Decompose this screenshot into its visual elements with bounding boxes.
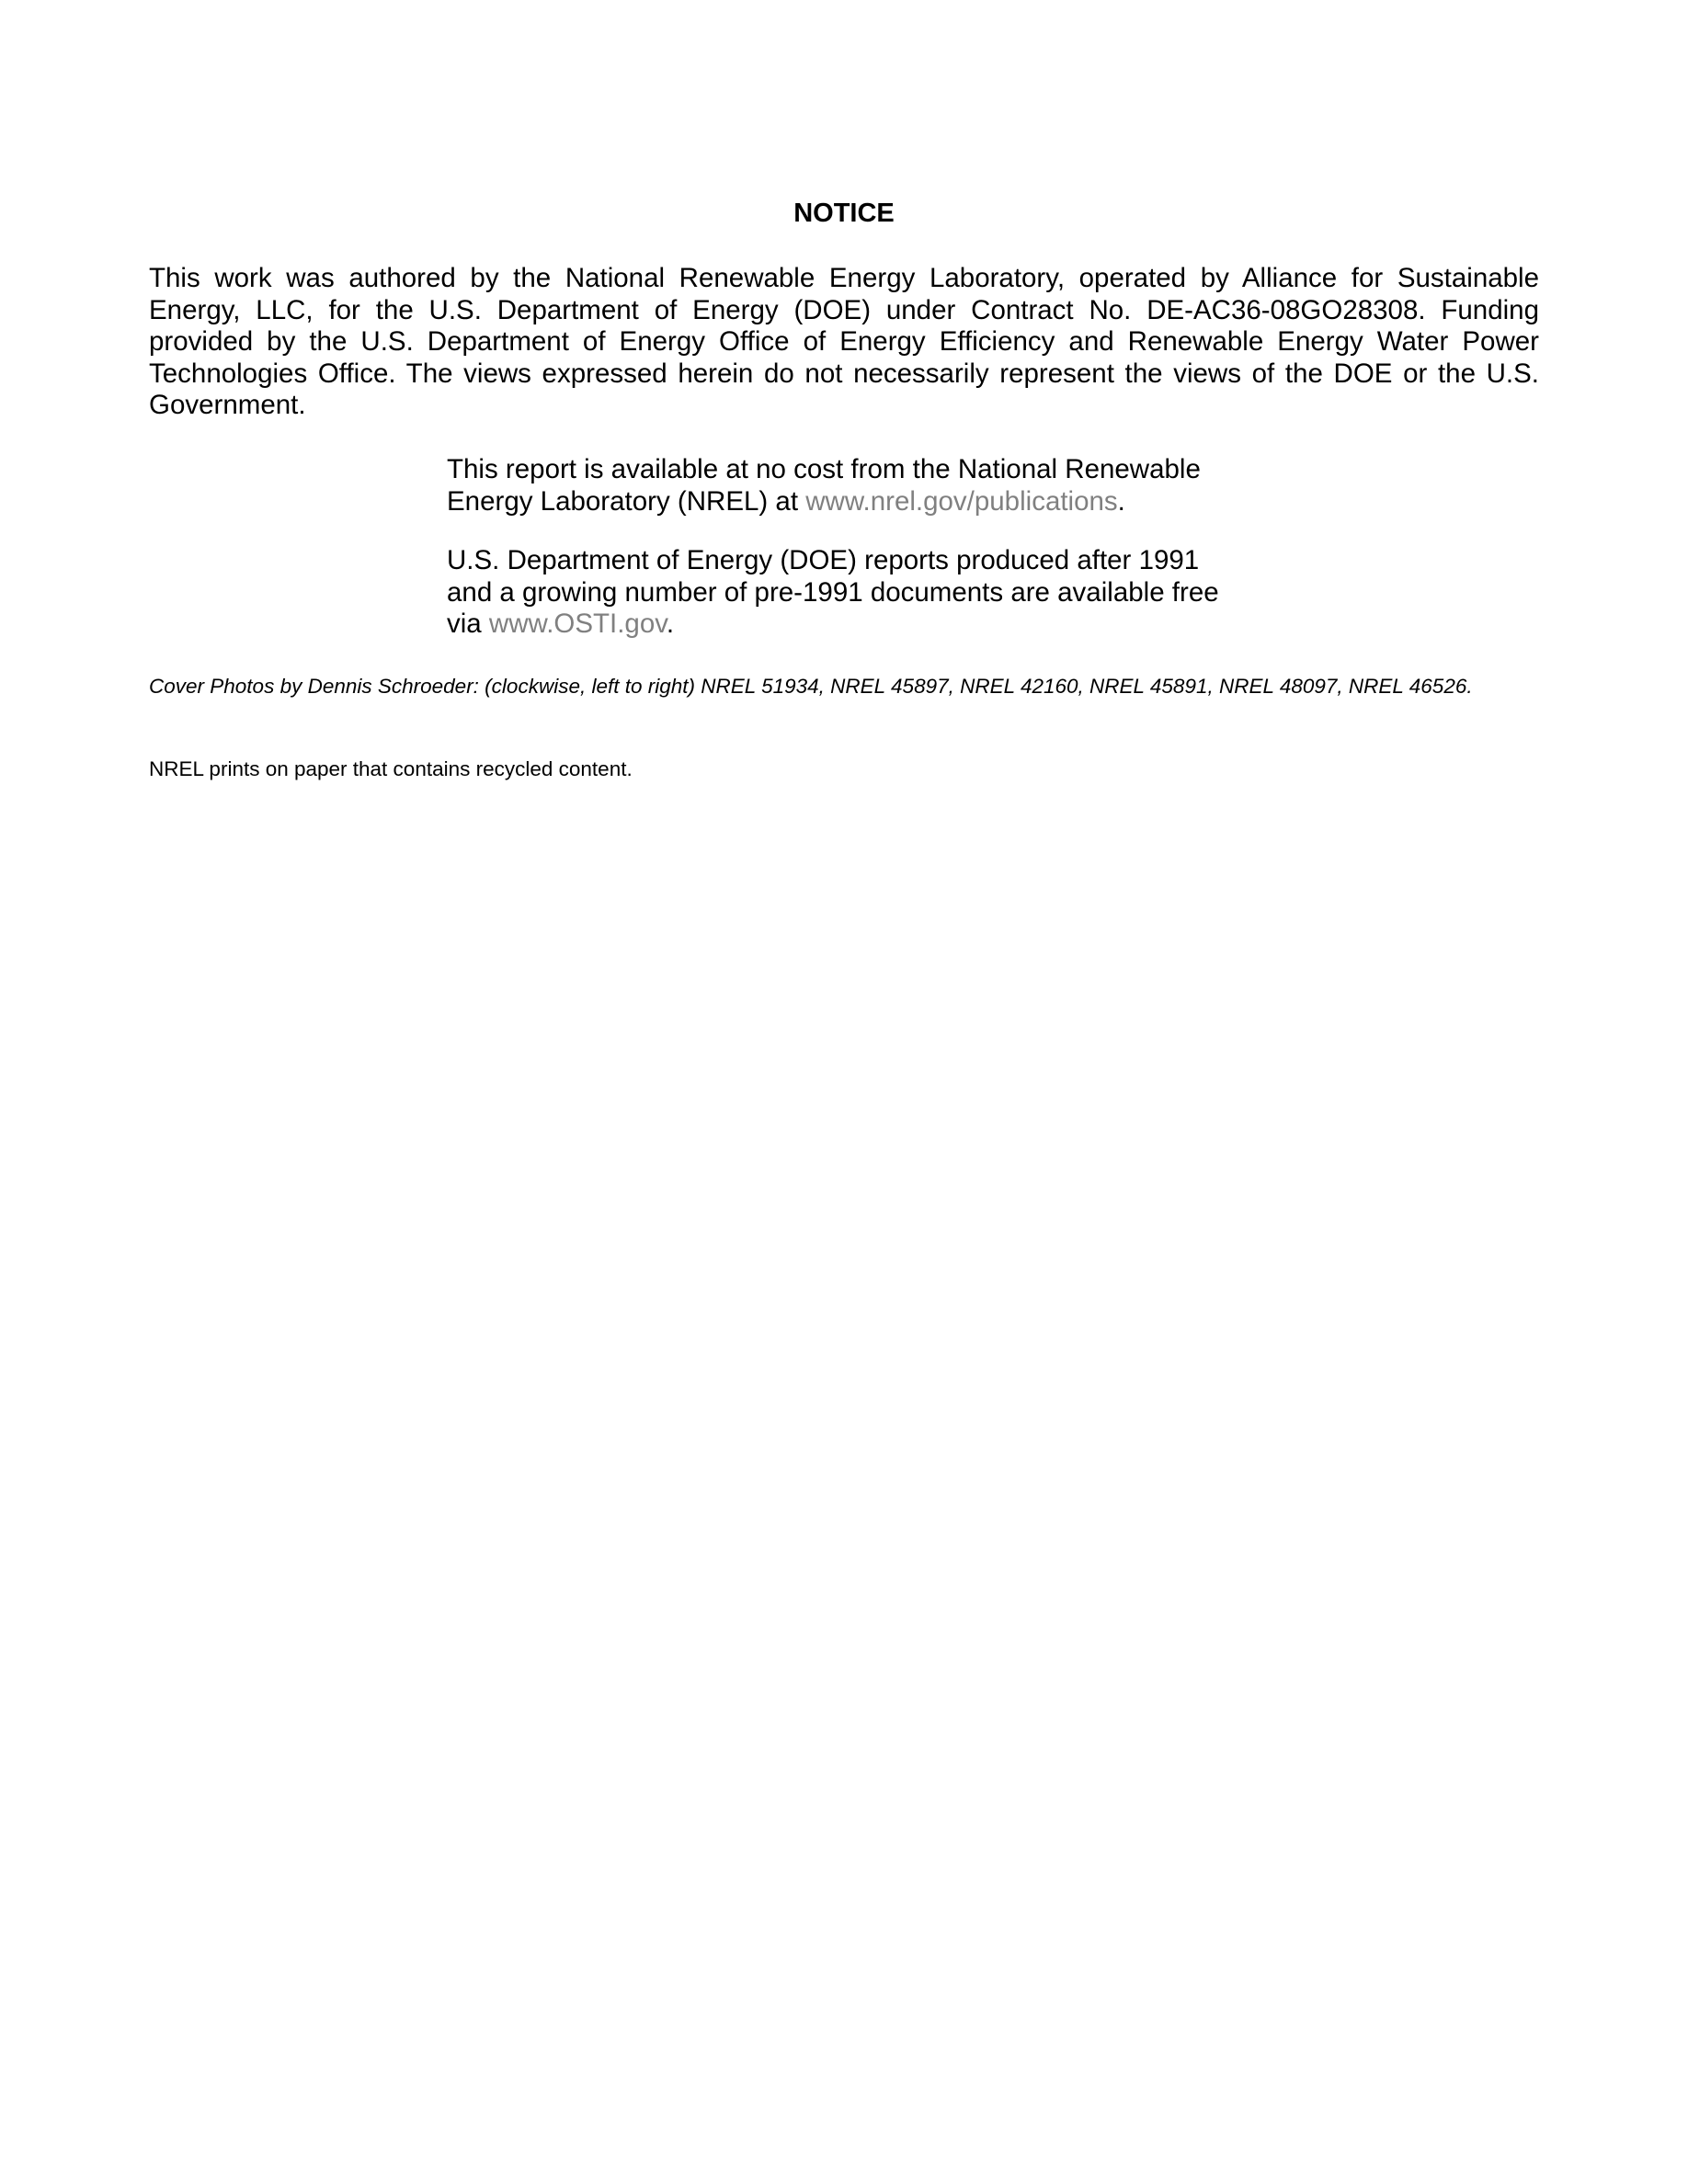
notice-paragraph: This work was authored by the National Renewable Energy Laboratory, operated by Alliance for Sustainable Energy, LLC, for the U.S. Department of Energy (DOE) under Contract No. DE-AC36-08GO28308. Funding provided by the U.S. Department of Energy Office of Energy Efficiency and Renewable Energy Water Power Technologies Office. The views expressed herein do not necessarily represent the views of the DOE or the U.S. Government.	[149, 263, 1539, 420]
notice-title: NOTICE	[793, 199, 895, 228]
nrel-availability-text: This report is available at no cost from the National Renewable Energy Laboratory (NREL) at	[447, 454, 1201, 517]
nrel-availability-statement	[447, 454, 1237, 518]
availability-block	[447, 454, 1237, 641]
nrel-publications-link[interactable]: www.nrel.gov/publications	[805, 485, 1118, 517]
osti-availability-text: U.S. Department of Energy (DOE) reports produced after 1991 and a growing number of pre-1991 documents are available free via	[447, 545, 1219, 639]
nrel-availability-period: .	[1117, 485, 1125, 517]
osti-availability-period: .	[666, 609, 675, 639]
osti-link[interactable]: www.OSTI.gov	[488, 609, 667, 639]
osti-availability-statement	[447, 545, 1237, 641]
cover-photos-credit: Cover Photos by Dennis Schroeder: (clockwise, left to right) NREL 51934, NREL 45897, NREL 42160, NREL 45891, NREL 48097, NREL 46526.	[149, 675, 1473, 698]
recycled-paper-note: NREL prints on paper that contains recycled content.	[149, 757, 633, 780]
